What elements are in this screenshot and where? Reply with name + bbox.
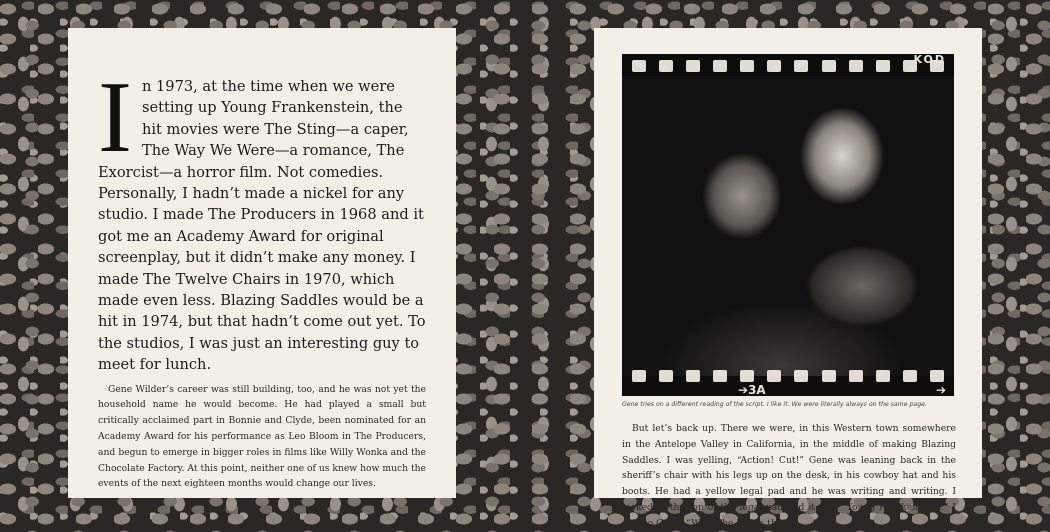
sprocket-hole bbox=[659, 60, 673, 72]
sprocket-hole bbox=[632, 60, 646, 72]
film-photo bbox=[622, 54, 954, 396]
sprocket-hole bbox=[767, 370, 781, 382]
sprocket-hole bbox=[794, 60, 808, 72]
right-body bbox=[622, 421, 956, 532]
body-paragraph: Gene Wilder’s career was still building, too, and he was not yet the household name he would become. He had played a small but critically acclaimed part in Bonnie and Clyde, been nominated for an Academy Award for his performance as Leo Bloom in The Producers, and begun to emerge in bigger roles in films like Willy Wonka and the Chocolate Factory. At this point, neither one of us knew how much the events of the next eighteen months would change our lives. bbox=[98, 383, 426, 490]
drop-cap: I bbox=[98, 61, 132, 174]
sprocket-hole bbox=[713, 370, 727, 382]
film-frame-number: ➔3A bbox=[738, 383, 766, 396]
sprocket-hole bbox=[713, 60, 727, 72]
sprocket-hole bbox=[686, 60, 700, 72]
sprocket-hole bbox=[632, 370, 646, 382]
sprocket-hole bbox=[930, 370, 944, 382]
photo-caption: Gene tries on a different reading of the script. I like it. We were literally always on the same page. bbox=[622, 401, 927, 408]
film-maker-text: KOD bbox=[913, 54, 946, 66]
sprocket-hole bbox=[767, 60, 781, 72]
sprocket-hole bbox=[686, 370, 700, 382]
sprocket-hole bbox=[740, 370, 754, 382]
film-arrow-icon: ➔ bbox=[935, 383, 946, 396]
sprocket-hole bbox=[659, 370, 673, 382]
body-paragraph: But let’s back up. There we were, in this Western town somewhere in the Antelope Valley in California, in the middle of making Blazing Saddles. I was yelling, “Action! Cut!” Gene was leaning back in the sheriff’s chair with his legs up on the desk, in his cowboy hat and his boots. He had a yellow legal pad and he was writing and writing. I looked at the top of the legal pad and it said “Young Frankenstein.” I said to Gene, “What the hell is that?” bbox=[622, 423, 956, 529]
sprocket-hole bbox=[822, 60, 836, 72]
left-page bbox=[68, 28, 456, 498]
film-sprocket-row-top bbox=[632, 60, 944, 74]
sprocket-hole bbox=[849, 370, 863, 382]
sprocket-hole bbox=[876, 60, 890, 72]
sprocket-hole bbox=[849, 60, 863, 72]
sprocket-hole bbox=[794, 370, 808, 382]
film-sprocket-row-bottom bbox=[632, 370, 944, 384]
right-page bbox=[594, 28, 982, 529]
sprocket-hole bbox=[822, 370, 836, 382]
sprocket-hole bbox=[876, 370, 890, 382]
lead-paragraph: n 1973, at the time when we were setting up Young Frankenstein, the hit movies were The Sting—a caper, The Way We Were—a romance, The Exorcist—a horror film. Not comedies. Personally, I hadn’t made a nickel for any studio. I made The Producers in 1968 and it got me an Academy Award for original screenplay, but it didn’t make any money. I made The Twelve Chairs in 1970, which made even less. Blazing Saddles would be a hit in 1974, but that hadn’t come out yet. To the studios, I was just an interesting guy to meet for lunch. bbox=[98, 78, 426, 374]
photo-image bbox=[622, 76, 954, 376]
sprocket-hole bbox=[740, 60, 754, 72]
sprocket-hole bbox=[903, 370, 917, 382]
